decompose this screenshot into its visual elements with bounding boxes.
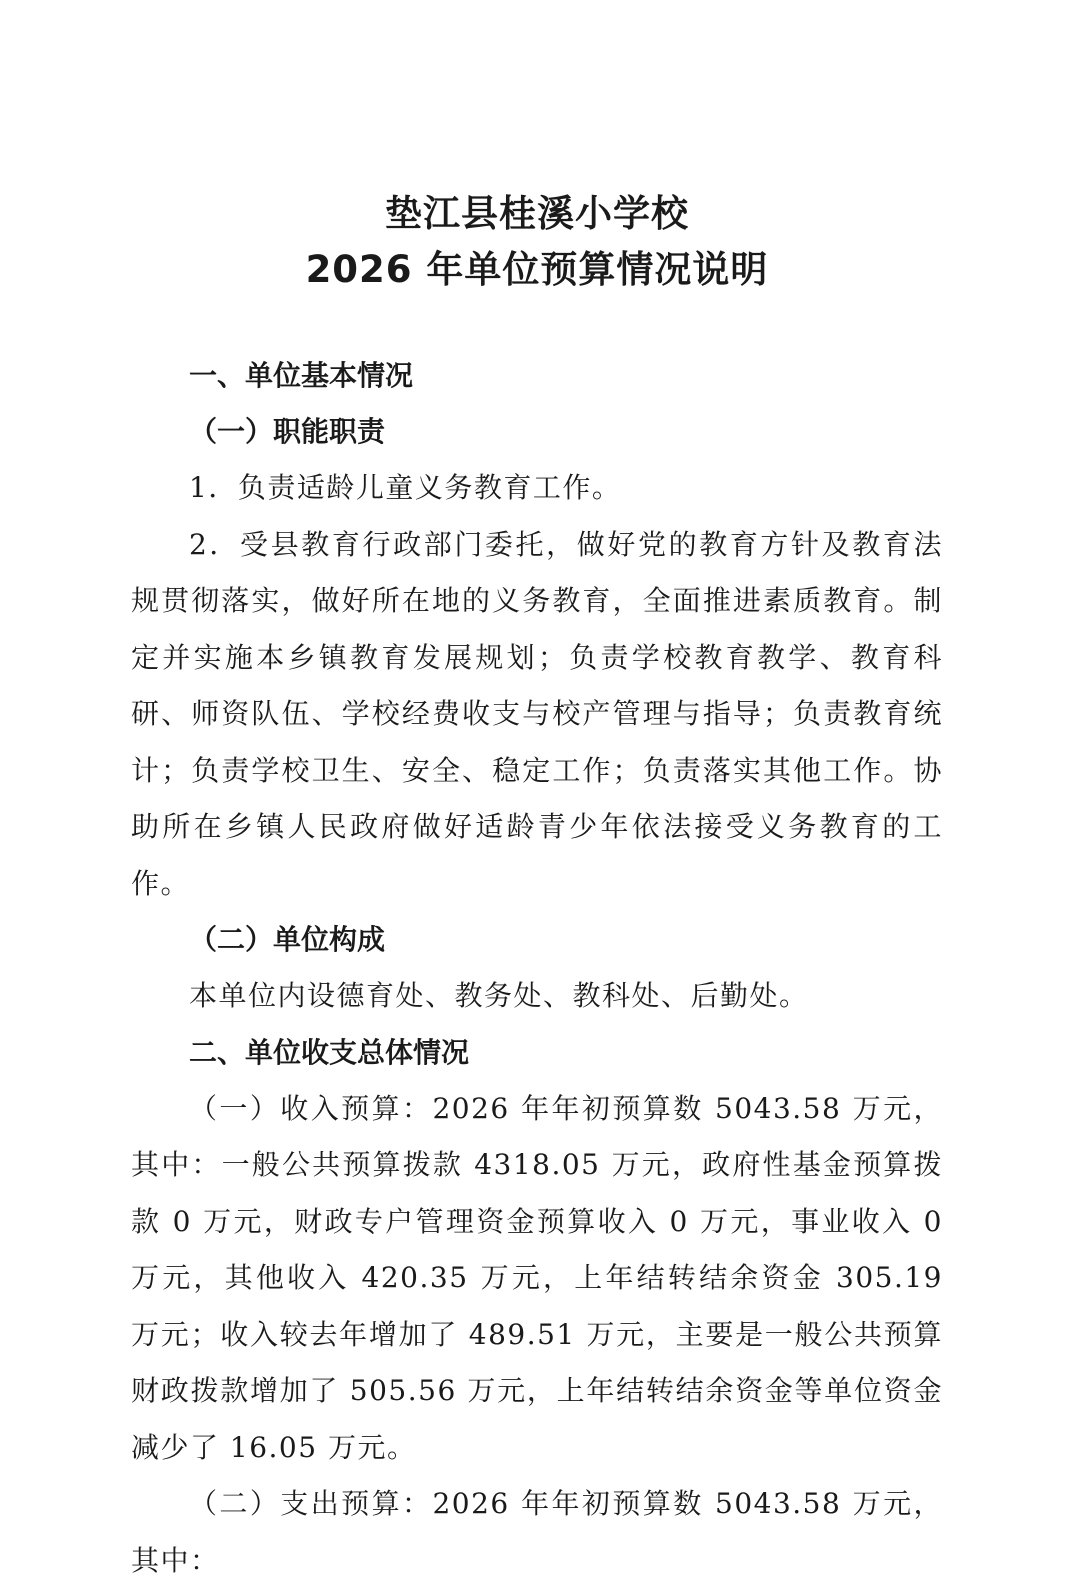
composition-paragraph: 本单位内设德育处、教务处、教科处、后勤处。 — [189, 979, 809, 1012]
title-report-name: 2026 年单位预算情况说明 — [305, 248, 769, 291]
duty-paragraph-2: 2．受县教育行政部门委托，做好党的教育方针及教育法规贯彻落实，做好所在地的义务教育，全面推进素质教育。制定并实施本乡镇教育发展规划；负责学校教育教学、教育科研、师资队伍、学校经费收支与校产管理与指导；负责教育统计；负责学校卫生、安全、稳定工作；负责落实其他工作。协助所在乡镇人民政府做好适龄青少年依法接受义务教育的工作。 — [131, 527, 943, 900]
duty-paragraph-1: 1．负责适龄儿童义务教育工作。 — [189, 471, 622, 504]
title-unit-name: 垫江县桂溪小学校 — [385, 192, 689, 235]
section-2-heading: 二、单位收支总体情况 — [189, 1035, 470, 1069]
document-title — [0, 186, 1074, 298]
expense-budget-paragraph: （二）支出预算：2026 年年初预算数 5043.58 万元，其中： — [131, 1487, 943, 1577]
section-1-heading: 一、单位基本情况 — [189, 359, 414, 392]
income-budget-paragraph: （一）收入预算：2026 年年初预算数 5043.58 万元，其中：一般公共预算拨款 4318.05 万元，政府性基金预算拨款 0 万元，财政专户管理资金预算收入 0 万元，事业收入 0 万元，其他收入 420.35 万元，上年结转结余资金 305.19 万元；收入较去年增加了 489.51 万元，主要是一般公共预算财政拨款增加了 505.56 万元，上年结转结余资金等单位资金减少了 16.05 万元。 — [131, 1091, 943, 1464]
document-body — [131, 348, 943, 1589]
section-1-2-heading: （二）单位构成 — [189, 923, 386, 956]
section-1-1-heading: （一）职能职责 — [189, 415, 386, 448]
